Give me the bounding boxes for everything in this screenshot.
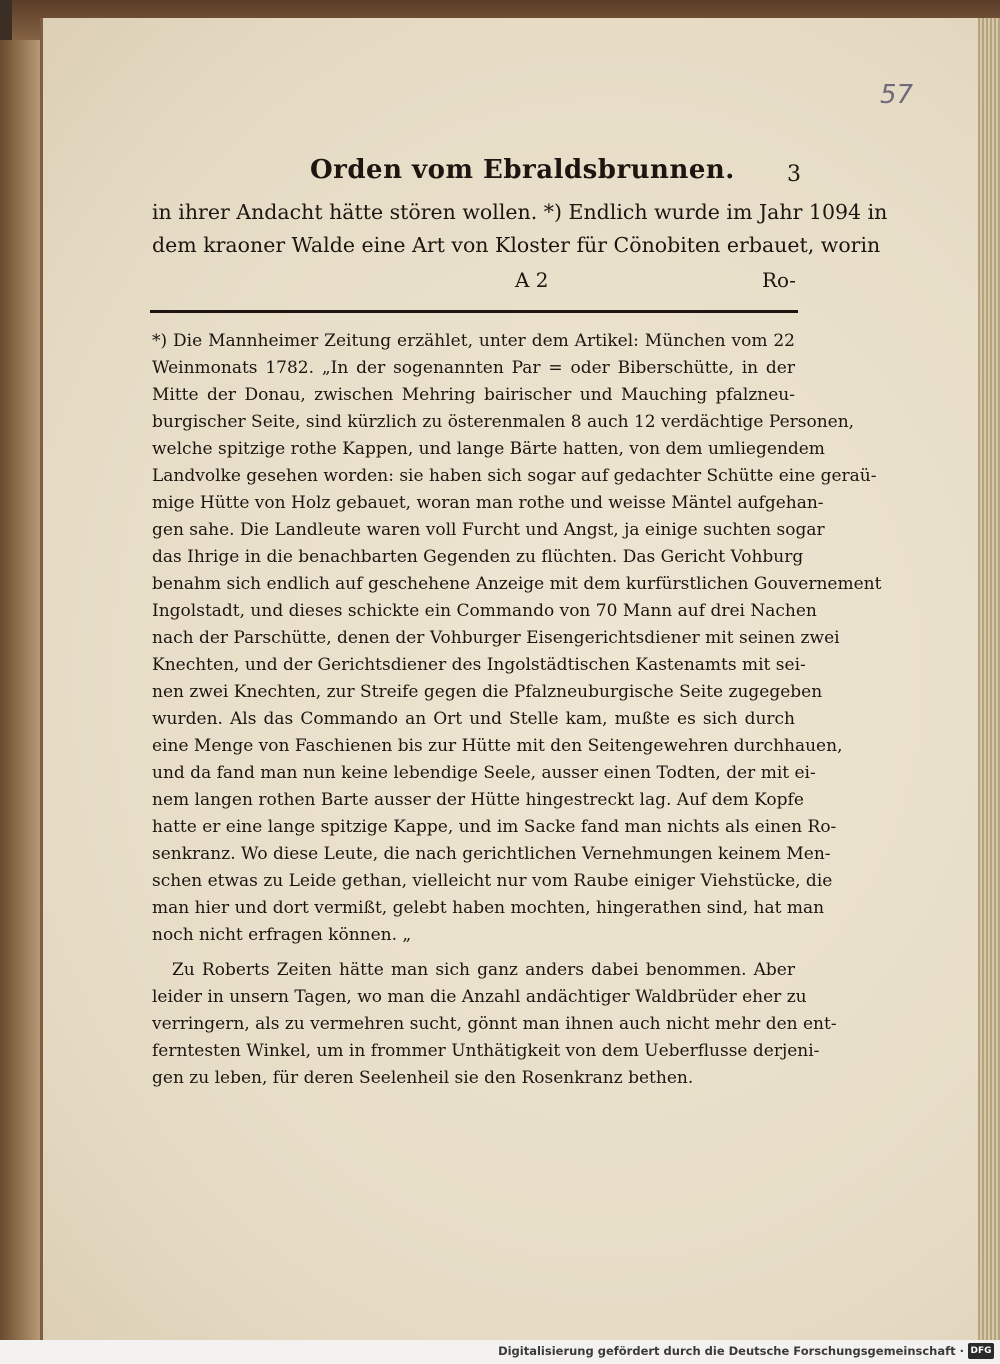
running-head: Orden vom Ebraldsbrunnen. bbox=[310, 155, 735, 185]
footnote-line: noch nicht erfragen können. „ bbox=[152, 925, 412, 945]
paragraph-line: verringern, als zu vermehren sucht, gönnt man ihnen auch nicht mehr den ent- bbox=[152, 1014, 837, 1034]
footnote-line: Ingolstadt, und dieses schickte ein Commando von 70 Mann auf drei Nachen bbox=[152, 601, 817, 621]
paragraph-line: leider in unsern Tagen, wo man die Anzahl andächtiger Waldbrüder eher zu bbox=[152, 987, 807, 1007]
handwritten-folio-number: 57 bbox=[880, 80, 914, 110]
footnote-line: burgischer Seite, sind kürzlich zu österenmalen 8 auch 12 verdächtige Personen, bbox=[152, 412, 855, 432]
footnote-rule bbox=[150, 310, 798, 313]
footnote-line: nen zwei Knechten, zur Streife gegen die Pfalzneuburgische Seite zugegeben bbox=[152, 682, 823, 702]
footnote-line: und da fand man nun keine lebendige Seele, ausser einen Todten, der mit ei- bbox=[152, 763, 816, 783]
footnote-line: nem langen rothen Barte ausser der Hütte hingestreckt lag. Auf dem Kopfe bbox=[152, 790, 804, 810]
footnote-line: senkranz. Wo diese Leute, die nach gerichtlichen Vernehmungen keinem Men- bbox=[152, 844, 831, 864]
footnote-line: Mitte der Donau, zwischen Mehring bairischer und Mauching pfalzneu- bbox=[152, 385, 795, 405]
footer-bar bbox=[0, 1340, 1000, 1364]
body-line: dem kraoner Walde eine Art von Kloster für Cönobiten erbauet, worin bbox=[152, 233, 881, 257]
footnote-line: das Ihrige in die benachbarten Gegenden zu flüchten. Das Gericht Vohburg bbox=[152, 547, 804, 567]
footnote-line: eine Menge von Faschienen bis zur Hütte mit den Seitengewehren durchhauen, bbox=[152, 736, 843, 756]
footnote-line: hatte er eine lange spitzige Kappe, und im Sacke fand man nichts als einen Ro- bbox=[152, 817, 837, 837]
footnote-line: wurden. Als das Commando an Ort und Stelle kam, mußte es sich durch bbox=[152, 709, 795, 729]
catchword: Ro- bbox=[762, 268, 796, 292]
signature-mark: A 2 bbox=[515, 268, 549, 292]
paragraph-line: Zu Roberts Zeiten hätte man sich ganz anders dabei benommen. Aber bbox=[172, 960, 795, 980]
footnote-line: Knechten, und der Gerichtsdiener des Ingolstädtischen Kastenamts mit sei- bbox=[152, 655, 806, 675]
footnote-line: gen sahe. Die Landleute waren voll Furcht und Angst, ja einige suchten sogar bbox=[152, 520, 825, 540]
paragraph-line: gen zu leben, für deren Seelenheil sie den Rosenkranz bethen. bbox=[152, 1068, 694, 1088]
footnote-line: nach der Parschütte, denen der Vohburger Eisengerichtsdiener mit seinen zwei bbox=[152, 628, 840, 648]
facing-page-edge bbox=[0, 40, 40, 1340]
footnote-line: welche spitzige rothe Kappen, und lange Bärte hatten, von dem umliegendem bbox=[152, 439, 825, 459]
footnote-line: *) Die Mannheimer Zeitung erzählet, unter dem Artikel: München vom 22 bbox=[152, 331, 795, 351]
dfg-logo: DFG bbox=[968, 1343, 994, 1359]
footer-credit: Digitalisierung gefördert durch die Deutsche Forschungsgemeinschaft · bbox=[498, 1344, 964, 1358]
footnote-line: mige Hütte von Holz gebauet, woran man rothe und weisse Mäntel aufgehan- bbox=[152, 493, 824, 513]
footnote-line: benahm sich endlich auf geschehene Anzeige mit dem kurfürstlichen Gouvernement bbox=[152, 574, 882, 594]
paragraph-line: ferntesten Winkel, um in frommer Unthätigkeit von dem Ueberflusse derjeni- bbox=[152, 1041, 820, 1061]
footnote-line: Landvolke gesehen worden: sie haben sich sogar auf gedachter Schütte eine geraü- bbox=[152, 466, 877, 486]
footnote-line: man hier und dort vermißt, gelebt haben mochten, hingerathen sind, hat man bbox=[152, 898, 825, 918]
footnote-line: schen etwas zu Leide gethan, vielleicht nur vom Raube einiger Viehstücke, die bbox=[152, 871, 833, 891]
footnote-line: Weinmonats 1782. „In der sogenannten Par = oder Biberschütte, in der bbox=[152, 358, 795, 378]
page-number: 3 bbox=[787, 162, 801, 187]
body-line: in ihrer Andacht hätte stören wollen. *) Endlich wurde im Jahr 1094 in bbox=[152, 200, 888, 224]
page-stack-edge bbox=[978, 18, 1000, 1340]
